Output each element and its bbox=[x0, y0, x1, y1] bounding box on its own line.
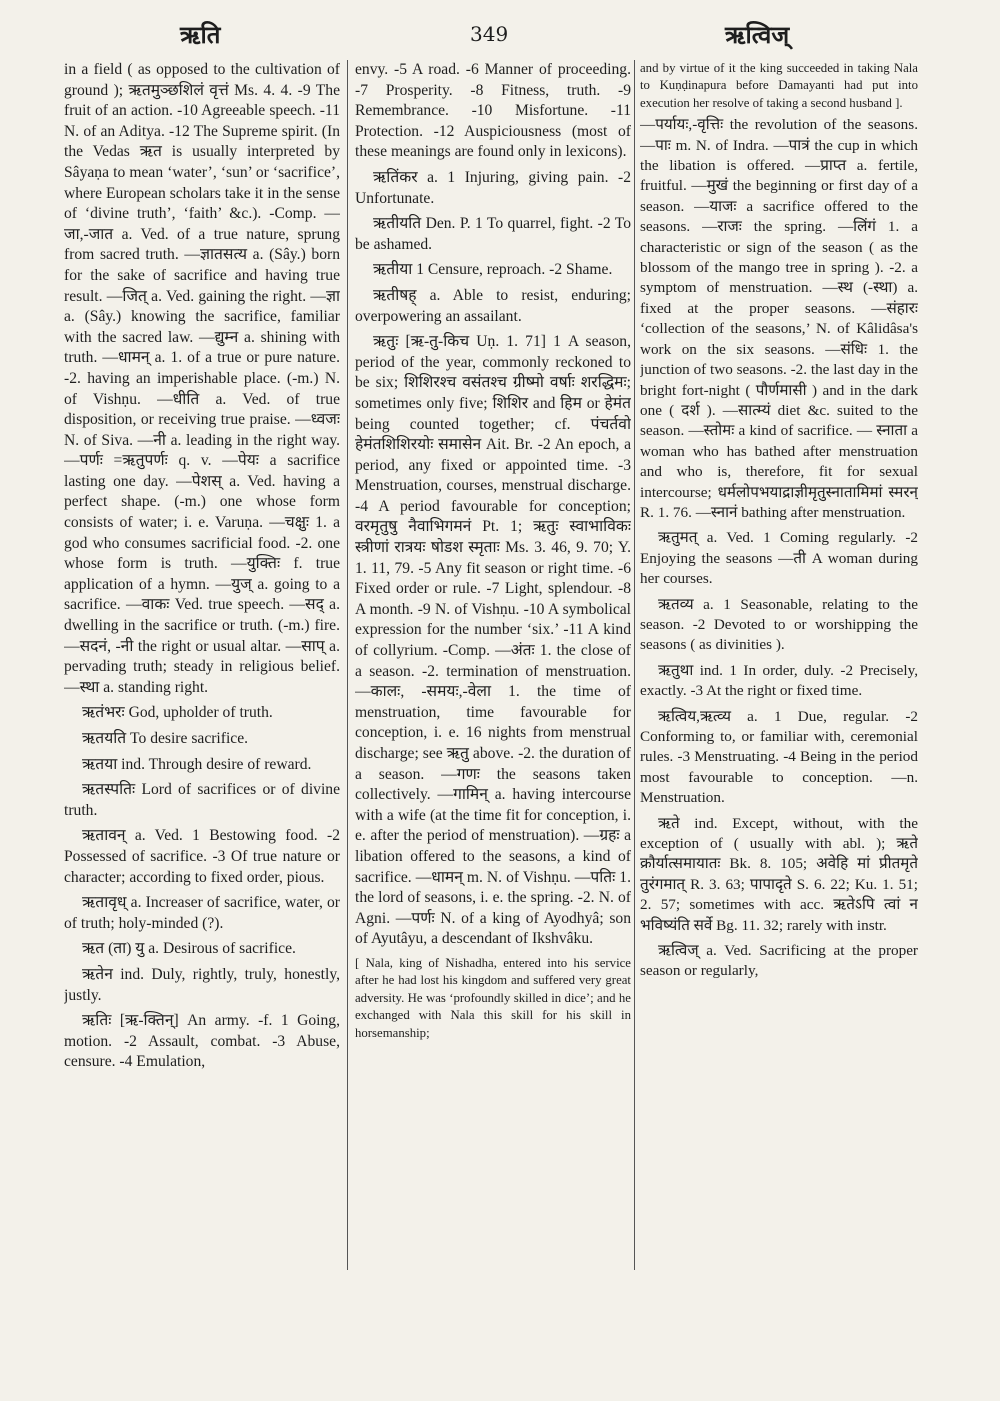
dictionary-entry: ऋतावृध् a. Increaser of sacrifice, water, or of truth; holy-minded (?). bbox=[64, 894, 340, 932]
dictionary-entry: ऋतयति To desire sacrifice. bbox=[82, 730, 249, 747]
dictionary-entry: ऋत (ता) यु a. Desirous of sacrifice. bbox=[82, 940, 296, 958]
dictionary-column-2 bbox=[355, 60, 631, 1301]
dictionary-entry: ऋतीषह् a. Able to resist, enduring; overpowering an assailant. bbox=[355, 286, 631, 325]
guide-word-left: ऋति bbox=[180, 20, 221, 49]
entry-continuation: —पर्यायः,-वृत्तिः the revolution of the seasons. —पाः m. N. of Indra. —पात्रं the cup in which the libation is offered. —प्राप्त a. fertile, fruitful. —मुखं the beginning or first day of a season. —याजः a sacrifice offered to the seasons. —राजः the spring. —लिंगं 1. a characteristic or sign of the season ( as the blossom of the mango tree in spring ). -2. a symptom of menstruation. —स्थ (-स्था) a. fixed at the proper seasons. —संहारः ‘collection of the seasons,’ N. of Kâlidâsa's work on the six seasons. —संधिः 1. the junction of two seasons. -2. the last day in the bright fort-night ( पौर्णमासी ) and in the dark one ( दर्श ). —सात्म्यं diet &c. suited to the season. —स्तोमः a kind of sacrifice. — स्नाता a woman who has bathed after menstruation and who is, therefore, fit for sexual intercourse; धर्मलोपभयाद्राज्ञीमृतुस्नातामिमां स्मरन् R. 1. 76. —स्नानं bathing after menstruation. bbox=[640, 116, 918, 521]
page-header bbox=[60, 16, 940, 56]
footnote-text: and by virtue of it the king succeeded in taking Nala to Kuṇḍinapura before Damayanti had put into execution her resolve of taking a second husband ]. bbox=[640, 61, 918, 110]
dictionary-entry: ऋतुमत् a. Ved. 1 Coming regularly. -2 Enjoying the seasons —ती A woman during her courses. bbox=[640, 529, 918, 588]
dictionary-entry: ऋते ind. Except, without, with the exception of ( usually with abl. ); ऋते क्रौर्यात्समायातः Bk. 8. 105; अवेहि मां प्रीतमृते तुरंगमात् R. 3. 63; पापादृते S. 6. 22; Ku. 1. 51; 2. 57; sometimes with acc. ऋतेऽपि त्वां न भविष्यंति सर्वे Bg. 11. 32; rarely with instr. bbox=[640, 814, 918, 934]
dictionary-entry: ऋत्विय,ऋत्व्य a. 1 Due, regular. -2 Conforming to, or familiar with, ceremonial rules. -3 Menstruating. -4 Being in the period most favourable to conception. —n. Menstruation. bbox=[640, 707, 918, 807]
dictionary-entry: ऋतेन ind. Duly, rightly, truly, honestly, justly. bbox=[64, 965, 340, 1004]
dictionary-entry: ऋतुथा ind. 1 In order, duly. -2 Precisely, exactly. -3 At the right or fixed time. bbox=[640, 661, 918, 700]
column-divider bbox=[347, 60, 348, 1270]
page-number: 349 bbox=[470, 22, 509, 46]
dictionary-entry: ऋतावन् a. Ved. 1 Bestowing food. -2 Possessed of sacrifice. -3 Of true nature or character; according to fixed order, pious. bbox=[64, 827, 340, 886]
dictionary-entry: ऋतया ind. Through desire of reward. bbox=[82, 755, 312, 773]
dictionary-entry: ऋतंभरः God, upholder of truth. bbox=[82, 704, 273, 722]
footnote-text: [ Nala, king of Nishadha, entered into his service after he had lost his kingdom and suffered very great adversity. He was ‘profoundly skilled in dice’; and he exchanged with Nala this skill for his skill in horsemanship; bbox=[355, 955, 631, 1040]
entry-continuation: in a field ( as opposed to the cultivation of ground ); ऋतमुञ्छशिलं वृत्तं Ms. 4. 4. -9 The fruit of an action. -10 Agreeable speech. -11 N. of an Aditya. -12 The Supreme spirit. (In the Vedas ऋत is usually interpreted by Sâyaṇa to mean ‘water’, ‘sun’ or ‘sacrifice’, where European scholars take it in the sense of ‘divine truth’, ‘faith’ &c.). -Comp. —जा,-जात a. Ved. of a true nature, sprung from sacred truth. —ज्ञातसत्य a. (Sây.) born for the sake of sacrifice and having true result. —जित् a. Ved. gaining the right. —ज्ञा a. (Sây.) knowing the sacrifice, familiar with the sacred law. —द्युम्न a. shining with truth. —धामन् a. 1. of a true or pure nature. -2. having an imperishable place. (-m.) N. of Vishṇu. —धीति a. Ved. of true disposition, or receiving true praise. —ध्वजः N. of Siva. —नी a. leading in the right way. —पर्णः =ऋतुपर्णः q. v. —पेयः a sacrifice lasting one day. —पेशस् a. Ved. having a perfect shape. (-m.) one whose form consists of water; i. e. Varuṇa. —चक्षुः 1. a god who consumes sacrificial food. -2. one whose form is truth. —युक्तिः f. true application of a hymn. —युज् a. going to a sacrifice. —वाकः Ved. true speech. —सद् a. dwelling in the sacrifice or truth. (-m.) fire. —सदनं, -नी the right or usual altar. —साप् a. pervading truth; steady in religious belief. —स्था a. standing right. bbox=[64, 61, 340, 696]
column-divider bbox=[634, 60, 635, 1270]
dictionary-column-1 bbox=[64, 60, 340, 1301]
dictionary-entry: ऋतीया 1 Censure, reproach. -2 Shame. bbox=[373, 261, 613, 279]
dictionary-entry: ऋतीयति Den. P. 1 To quarrel, fight. -2 To be ashamed. bbox=[355, 215, 631, 253]
dictionary-entry: ऋतस्पतिः Lord of sacrifices or of divine truth. bbox=[64, 781, 340, 819]
dictionary-entry: ऋतुः [ऋ-तु-किच Uṇ. 1. 71] 1 A season, period of the year, commonly reckoned to be six; शिशिरश्च वसंतश्च ग्रीष्मो वर्षाः शरद्धिमः; sometimes only five; शिशिर and हिम or हेमंत being counted together; cf. पंचर्तवो हेमंतशिशिरयोः समासेन Ait. Br. -2 An epoch, a period, any fixed or appointed time. -3 Menstruation, courses, menstrual discharge. -4 A period favourable for conception; वरमृतुषु नैवाभिगमनं Pt. 1; ऋतुः स्वाभाविकः स्त्रीणां रात्रयः षोडश स्मृताः Ms. 3. 46, 9. 70; Y. 1. 11, 79. -5 Any fit season or right time. -6 Fixed order or rule. -7 Light, splendour. -8 A month. -9 N. of Vishṇu. -10 A symbolical expression for the number ‘six.’ -11 A kind of collyrium. -Comp. —अंतः 1. the close of a season. -2. termination of menstruation. —कालः, -समयः,-वेला 1. the time of menstruation, time favourable for conception, i. e. 16 nights from menstrual discharge; see ऋतु above. -2. the duration of a season. —गणः the seasons taken collectively. —गामिन् a. having intercourse with a wife (at the time fit for conception, i. e. after the period of menstruation). —ग्रहः a libation offered to the seasons, a kind of sacrifice. —धामन् m. N. of Vishṇu. —पतिः 1. the lord of seasons, i. e. the spring. -2. N. of Agni. —पर्णः N. of a king of Ayodhyâ; son of Ayutâyu, a descendant of Ikshvâku. bbox=[355, 333, 631, 948]
guide-word-right: ऋत्विज् bbox=[725, 20, 790, 49]
entry-continuation: envy. -5 A road. -6 Manner of proceeding. -7 Prosperity. -8 Fitness, truth. -9 Remembrance. -10 Misfortune. -11 Protection. -12 Auspiciousness (most of these meanings are found only in lexicons). bbox=[355, 61, 631, 161]
dictionary-entry: ऋतव्य a. 1 Seasonable, relating to the season. -2 Devoted to or worshipping the seasons ( as divinities ). bbox=[640, 595, 918, 654]
dictionary-column-3 bbox=[640, 60, 918, 1301]
dictionary-entry: ऋतिः [ऋ-क्तिन्] An army. -f. 1 Going, motion. -2 Assault, combat. -3 Abuse, censure. -4 Emulation, bbox=[64, 1012, 340, 1071]
dictionary-entry: ऋत्विज् a. Ved. Sacrificing at the proper season or regularly, bbox=[640, 942, 918, 980]
dictionary-entry: ऋतिंकर a. 1 Injuring, giving pain. -2 Unfortunate. bbox=[355, 168, 631, 207]
